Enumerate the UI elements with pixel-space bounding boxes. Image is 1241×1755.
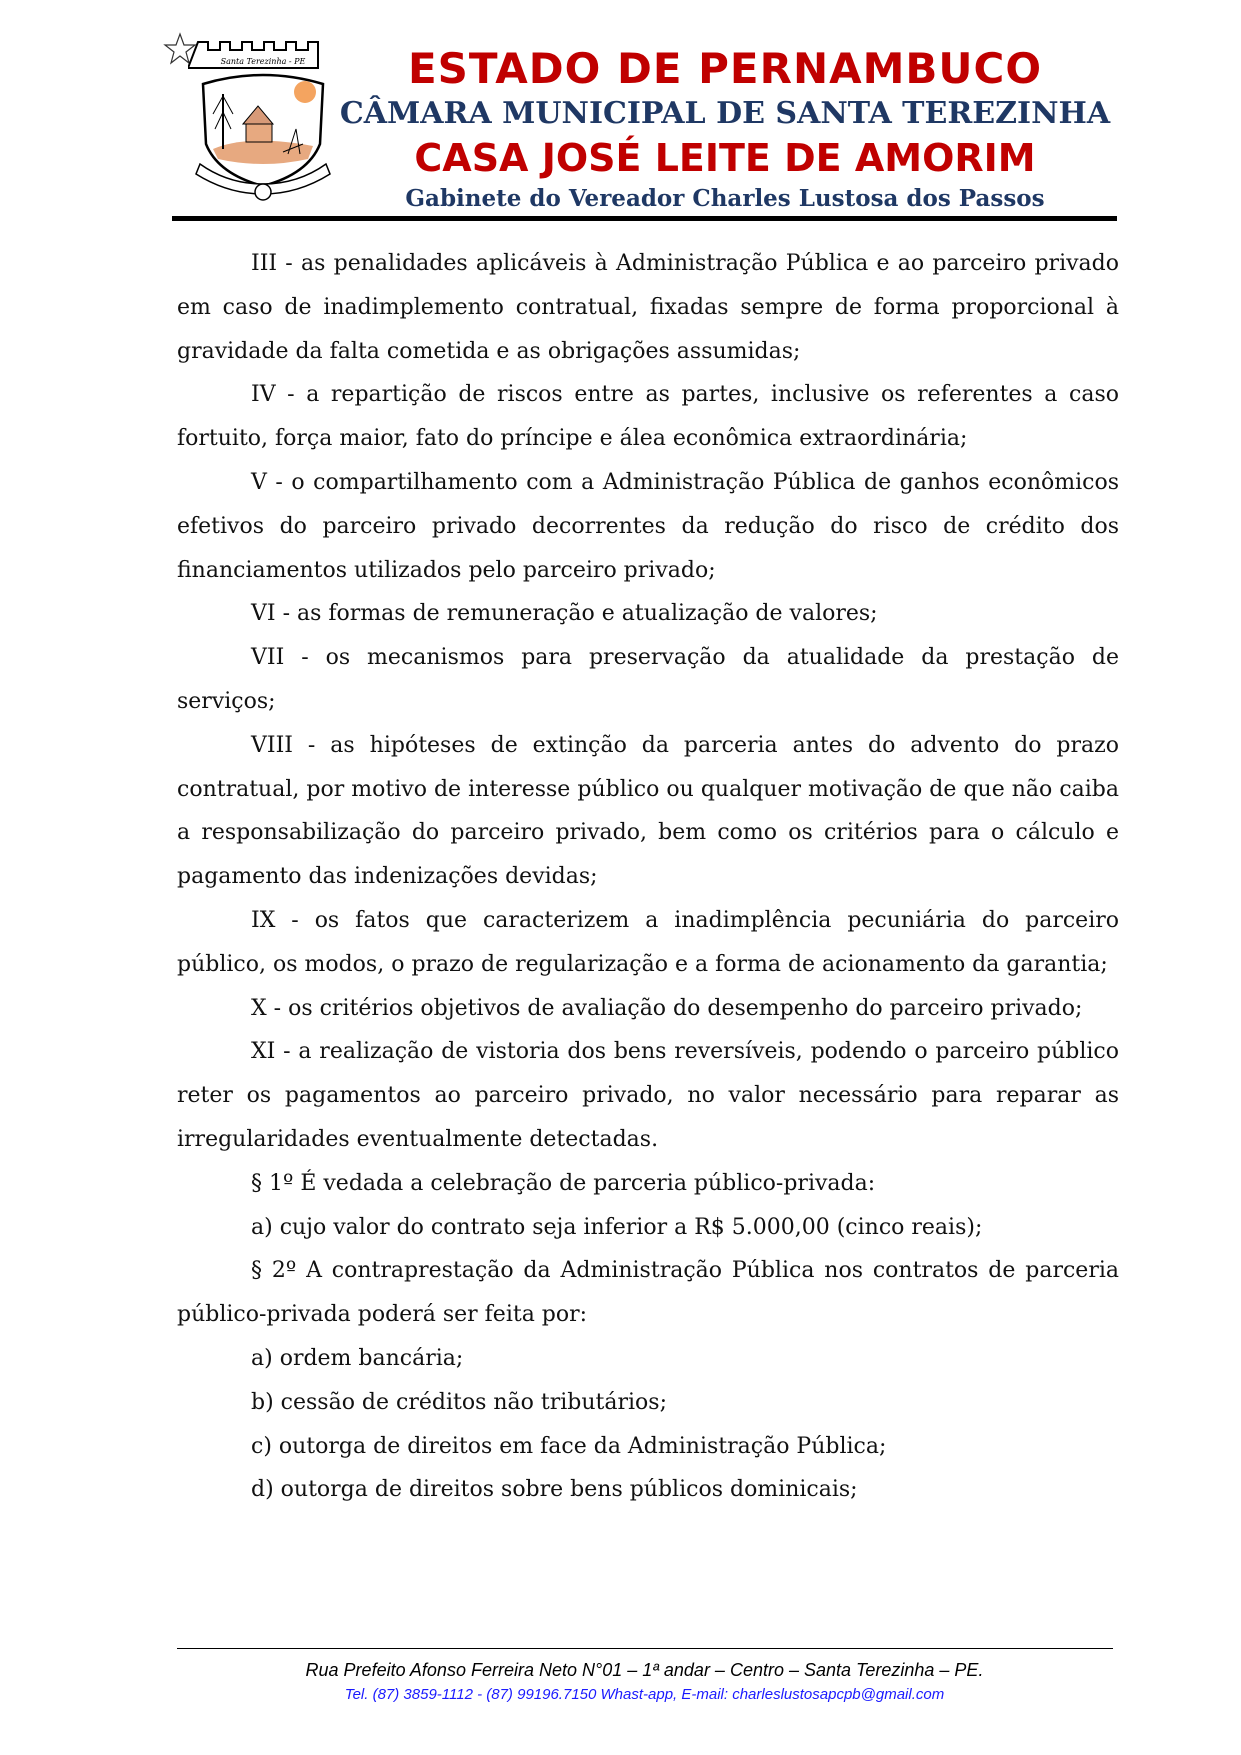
paragraph-iii: III - as penalidades aplicáveis à Administração Pública e ao parceiro privado em caso de inadimplemento contratual, fixadas sempre de forma proporcional à gravidade da falta cometida e as obrigações assumidas; (177, 251, 1119, 364)
paragraph-x: X - os critérios objetivos de avaliação do desempenho do parceiro privado; (251, 995, 1083, 1021)
document-body (177, 242, 1119, 1512)
section-1: § 1º É vedada a celebração de parceria público-privada: (251, 1170, 876, 1196)
office-title: Gabinete do Vereador Charles Lustosa dos Passos (405, 185, 1045, 212)
paragraph-viii: VIII - as hipóteses de extinção da parceria antes do advento do prazo contratual, por motivo de interesse público ou qualquer motivação de que não caiba a responsabilização do parceiro privado, bem como os critérios para o cálculo e pagamento das indenizações devidas; (177, 732, 1119, 890)
house-title: CASA JOSÉ LEITE DE AMORIM (414, 136, 1036, 180)
footer-address: Rua Prefeito Afonso Ferreira Neto N°01 – 1ª andar – Centro – Santa Terezinha – PE. (305, 1660, 984, 1680)
section-2-item-b: b) cessão de créditos não tributários; (251, 1389, 668, 1415)
paragraph-v: V - o compartilhamento com a Administração Pública de ganhos econômicos efetivos do parceiro privado decorrentes da redução do risco de crédito dos financiamentos utilizados pelo parceiro privado; (177, 469, 1119, 583)
section-2-item-a: a) ordem bancária; (251, 1345, 464, 1371)
chamber-title: CÂMARA MUNICIPAL DE SANTA TEREZINHA (339, 96, 1111, 131)
footer-divider (177, 1648, 1113, 1649)
paragraph-iv: IV - a repartição de riscos entre as partes, inclusive os referentes a caso fortuito, força maior, fato do príncipe e álea econômica extraordinária; (177, 382, 1119, 452)
coat-of-arms-icon (188, 34, 338, 204)
footer-contact: Tel. (87) 3859-1112 - (87) 99196.7150 Whast-app, E-mail: charleslustosapcpb@gmail.com (344, 1686, 945, 1703)
paragraph-ix: IX - os fatos que caracterizem a inadimplência pecuniária do parceiro público, os modos, o prazo de regularização e a forma de acionamento da garantia; (177, 907, 1119, 977)
header-divider (172, 216, 1117, 221)
section-1-item-a: a) cujo valor do contrato seja inferior a R$ 5.000,00 (cinco reais); (251, 1214, 983, 1240)
letterhead-titles (320, 44, 1130, 216)
section-2: § 2º A contraprestação da Administração Pública nos contratos de parceria público-privada poderá ser feita por: (177, 1258, 1119, 1328)
section-2-item-c: c) outorga de direitos em face da Administração Pública; (251, 1433, 887, 1459)
state-title: ESTADO DE PERNAMBUCO (407, 44, 1043, 93)
section-2-item-d: d) outorga de direitos sobre bens públicos dominicais; (251, 1477, 858, 1503)
footer (172, 1656, 1117, 1706)
paragraph-vii: VII - os mecanismos para preservação da atualidade da prestação de serviços; (177, 645, 1119, 714)
letterhead (0, 0, 1241, 225)
svg-text:Santa Terezinha - PE: Santa Terezinha - PE (220, 57, 306, 66)
paragraph-vi: VI - as formas de remuneração e atualização de valores; (251, 601, 878, 627)
paragraph-xi: XI - a realização de vistoria dos bens reversíveis, podendo o parceiro público reter os pagamentos ao parceiro privado, no valor necessário para reparar as irregularidades eventualmente detectadas. (177, 1039, 1119, 1152)
